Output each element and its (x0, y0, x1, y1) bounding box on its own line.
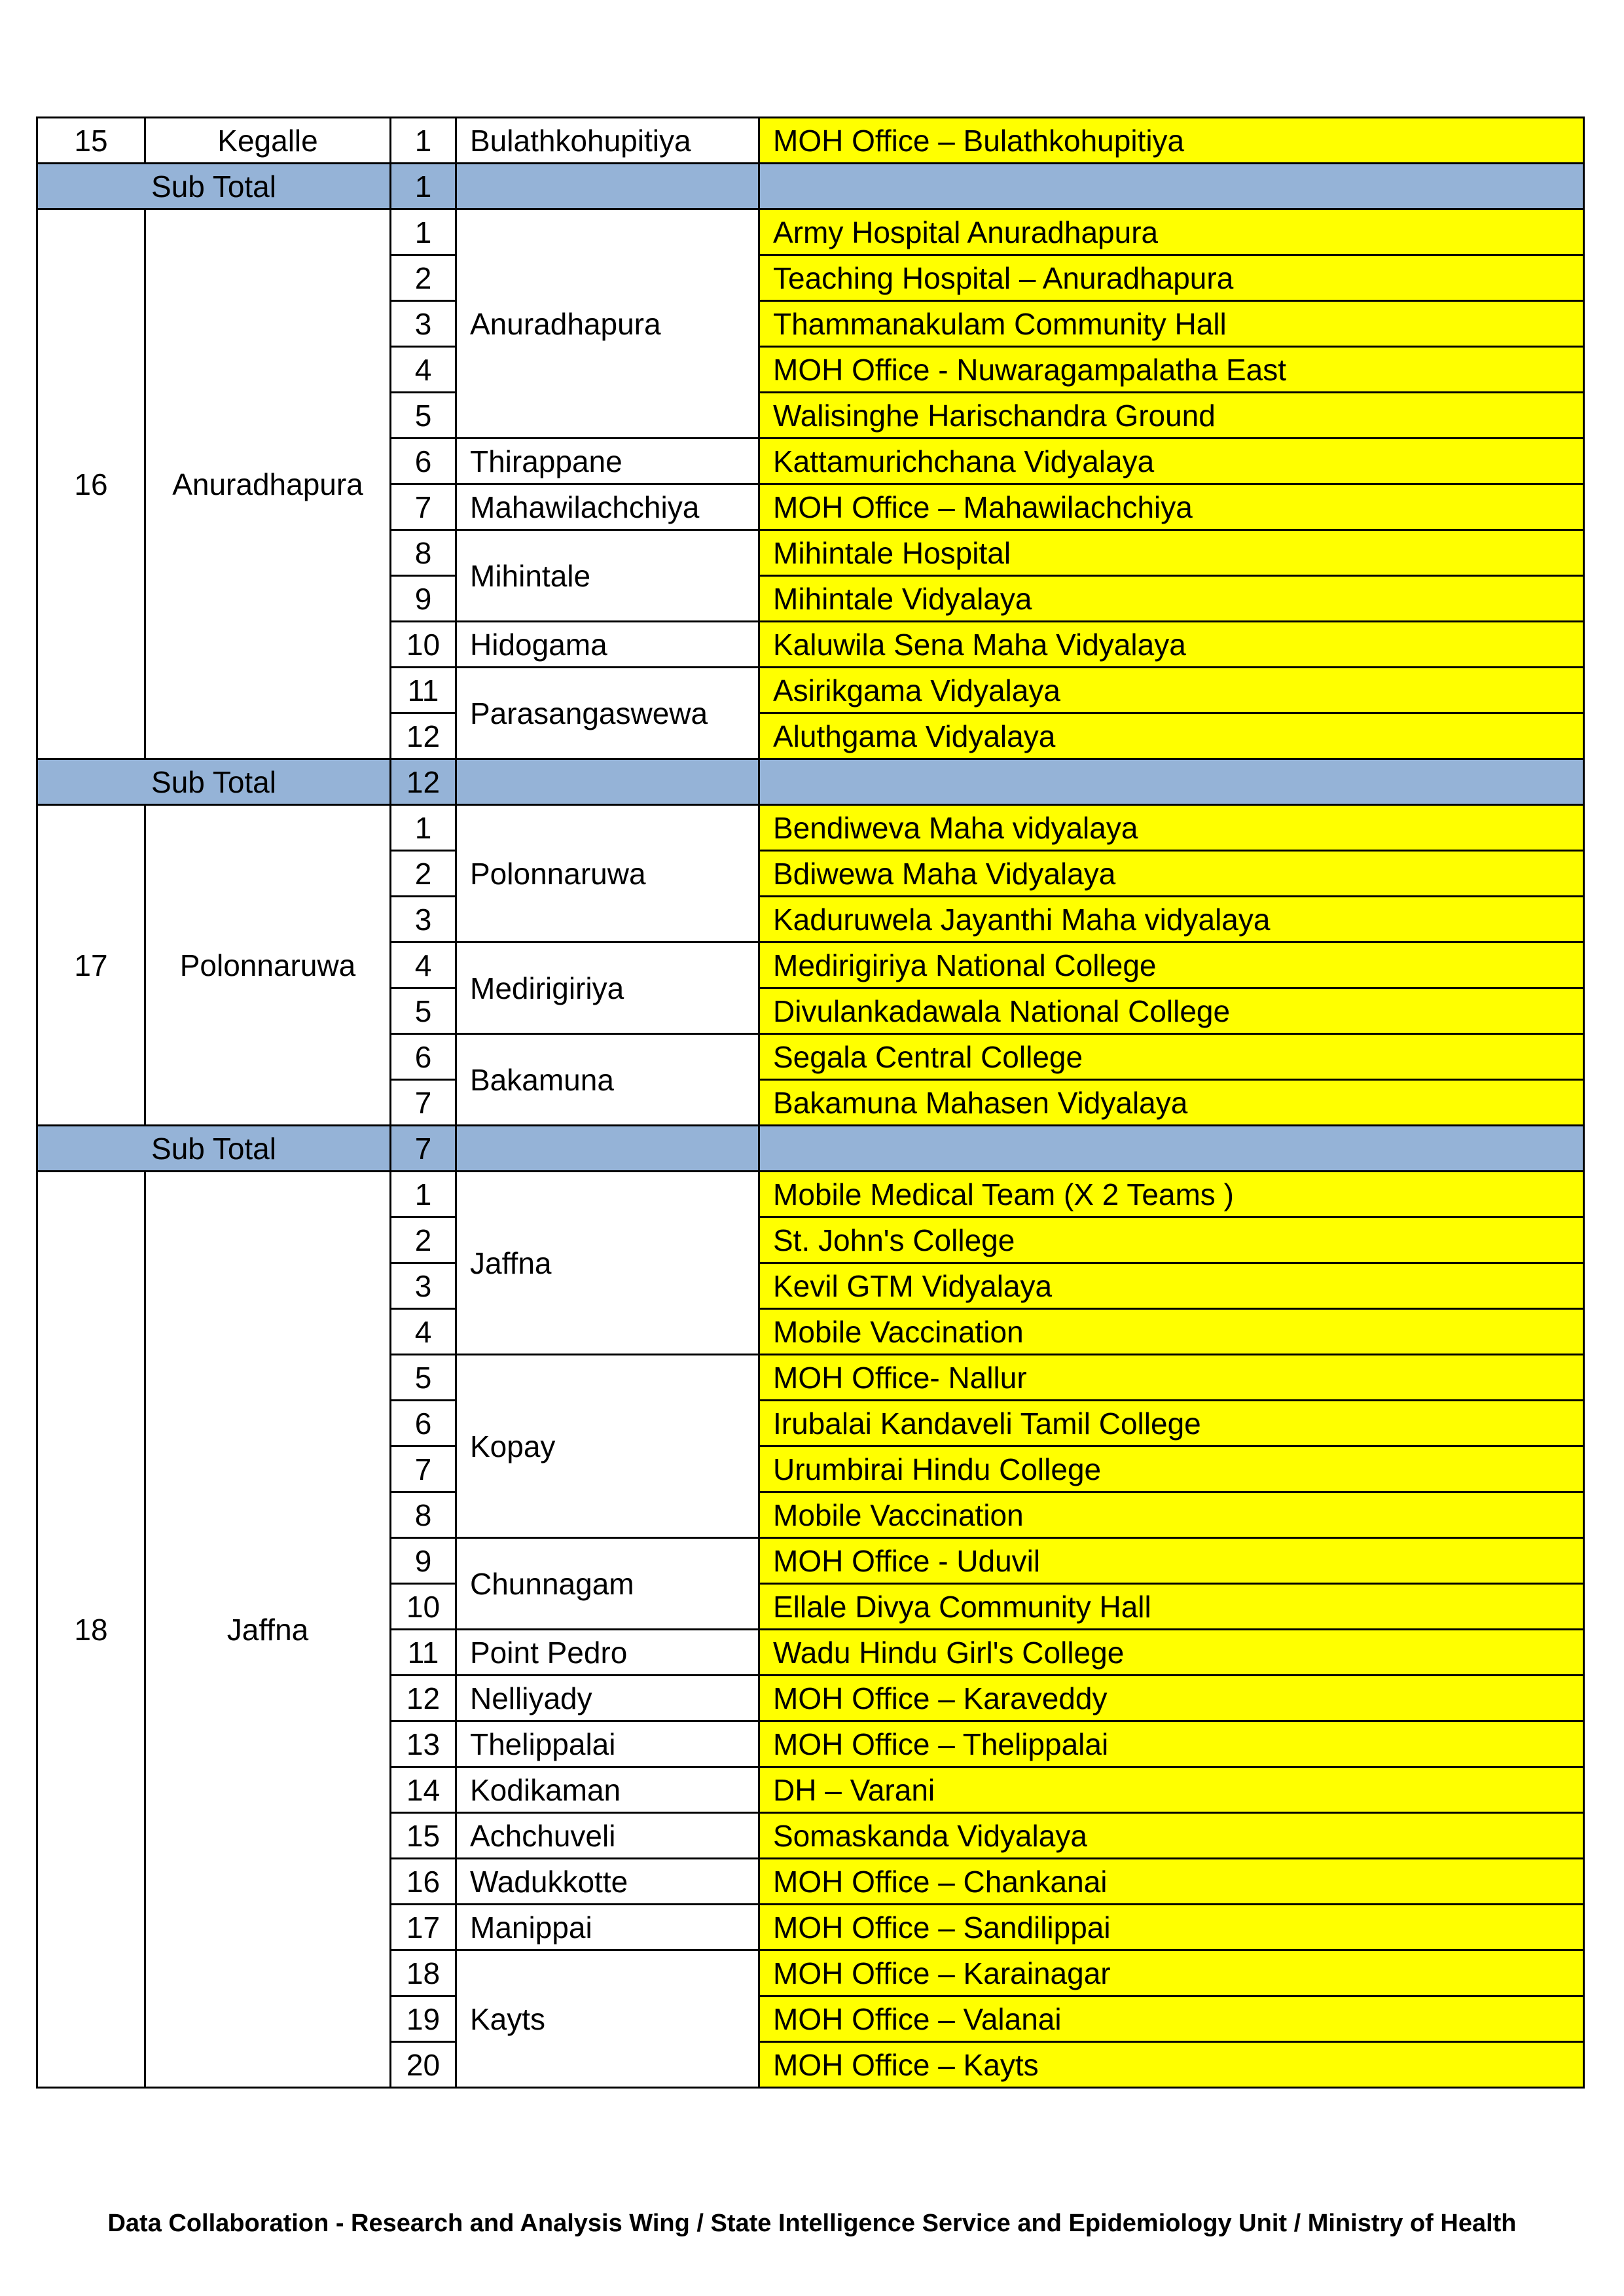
moh-area: Medirigiriya (456, 942, 759, 1034)
vaccination-center: MOH Office – Chankanai (759, 1859, 1584, 1905)
vaccination-center: Kevil GTM Vidyalaya (759, 1263, 1584, 1309)
center-number: 5 (391, 1355, 456, 1401)
center-number: 10 (391, 1584, 456, 1630)
moh-area: Anuradhapura (456, 209, 759, 439)
center-number: 9 (391, 1538, 456, 1584)
vaccination-center: Bendiweva Maha vidyalaya (759, 805, 1584, 851)
vaccination-center: MOH Office – Thelippalai (759, 1721, 1584, 1767)
vaccination-center: Mobile Medical Team (X 2 Teams ) (759, 1172, 1584, 1217)
vaccination-center: Medirigiriya National College (759, 942, 1584, 988)
center-number: 19 (391, 1996, 456, 2042)
center-number: 7 (391, 484, 456, 530)
vaccination-center: MOH Office - Uduvil (759, 1538, 1584, 1584)
vaccination-center: DH – Varani (759, 1767, 1584, 1813)
vaccination-center: Teaching Hospital – Anuradhapura (759, 255, 1584, 301)
moh-area: Nelliyady (456, 1676, 759, 1721)
vaccination-center: Mihintale Hospital (759, 530, 1584, 576)
vaccination-center: Mihintale Vidyalaya (759, 576, 1584, 622)
center-number: 20 (391, 2042, 456, 2088)
vaccination-center: MOH Office – Karainagar (759, 1950, 1584, 1996)
center-number: 12 (391, 1676, 456, 1721)
vaccination-center: MOH Office – Karaveddy (759, 1676, 1584, 1721)
district-number: 18 (37, 1172, 145, 2088)
center-number: 3 (391, 897, 456, 942)
center-number: 2 (391, 255, 456, 301)
vaccination-center: Asirikgama Vidyalaya (759, 668, 1584, 713)
vaccination-center: Kaduruwela Jayanthi Maha vidyalaya (759, 897, 1584, 942)
moh-area: Polonnaruwa (456, 805, 759, 942)
district-number: 15 (37, 118, 145, 164)
center-number: 8 (391, 530, 456, 576)
center-number: 1 (391, 805, 456, 851)
moh-area: Kayts (456, 1950, 759, 2088)
moh-area: Bulathkohupitiya (456, 118, 759, 164)
district-name: Kegalle (145, 118, 391, 164)
vaccination-center: St. John's College (759, 1217, 1584, 1263)
district-name: Anuradhapura (145, 209, 391, 759)
moh-area: Kopay (456, 1355, 759, 1538)
vaccination-center: Kattamurichchana Vidyalaya (759, 439, 1584, 484)
center-number: 8 (391, 1492, 456, 1538)
center-number: 1 (391, 209, 456, 255)
table-row (37, 805, 1584, 851)
vaccination-center: Walisinghe Harischandra Ground (759, 393, 1584, 439)
vaccination-center: Thammanakulam Community Hall (759, 301, 1584, 347)
vaccination-center: MOH Office – Mahawilachchiya (759, 484, 1584, 530)
district-number: 16 (37, 209, 145, 759)
center-number: 6 (391, 439, 456, 484)
subtotal-empty-cell (456, 759, 759, 805)
moh-area: Point Pedro (456, 1630, 759, 1676)
subtotal-empty-cell (759, 1126, 1584, 1172)
subtotal-row (37, 164, 1584, 209)
table-row (37, 1172, 1584, 1217)
center-number: 1 (391, 1172, 456, 1217)
vaccination-center: Divulankadawala National College (759, 988, 1584, 1034)
table-row (37, 209, 1584, 255)
vaccination-center: Ellale Divya Community Hall (759, 1584, 1584, 1630)
moh-area: Mihintale (456, 530, 759, 622)
table-row (37, 118, 1584, 164)
vaccination-center: Segala Central College (759, 1034, 1584, 1080)
subtotal-value: 7 (391, 1126, 456, 1172)
vaccination-center: Somaskanda Vidyalaya (759, 1813, 1584, 1859)
subtotal-label: Sub Total (37, 1126, 391, 1172)
center-number: 12 (391, 713, 456, 759)
center-number: 5 (391, 988, 456, 1034)
vaccination-center: Bakamuna Mahasen Vidyalaya (759, 1080, 1584, 1126)
center-number: 6 (391, 1401, 456, 1446)
center-number: 1 (391, 118, 456, 164)
center-number: 4 (391, 347, 456, 393)
moh-area: Jaffna (456, 1172, 759, 1355)
center-number: 9 (391, 576, 456, 622)
moh-area: Parasangaswewa (456, 668, 759, 759)
vaccination-center: Bdiwewa Maha Vidyalaya (759, 851, 1584, 897)
center-number: 4 (391, 1309, 456, 1355)
center-number: 7 (391, 1080, 456, 1126)
center-number: 10 (391, 622, 456, 668)
center-number: 13 (391, 1721, 456, 1767)
vaccination-center: MOH Office - Nuwaragampalatha East (759, 347, 1584, 393)
vaccination-center: MOH Office – Bulathkohupitiya (759, 118, 1584, 164)
center-number: 7 (391, 1446, 456, 1492)
center-number: 14 (391, 1767, 456, 1813)
center-number: 11 (391, 1630, 456, 1676)
subtotal-label: Sub Total (37, 164, 391, 209)
center-number: 3 (391, 301, 456, 347)
vaccination-center: Mobile Vaccination (759, 1309, 1584, 1355)
center-number: 6 (391, 1034, 456, 1080)
vaccination-center: MOH Office – Sandilippai (759, 1905, 1584, 1950)
center-number: 4 (391, 942, 456, 988)
vaccination-centers-table (36, 117, 1585, 2089)
subtotal-row (37, 759, 1584, 805)
subtotal-value: 12 (391, 759, 456, 805)
center-number: 5 (391, 393, 456, 439)
center-number: 3 (391, 1263, 456, 1309)
subtotal-empty-cell (456, 1126, 759, 1172)
vaccination-center: Mobile Vaccination (759, 1492, 1584, 1538)
moh-area: Manippai (456, 1905, 759, 1950)
vaccination-center: Army Hospital Anuradhapura (759, 209, 1584, 255)
moh-area: Kodikaman (456, 1767, 759, 1813)
center-number: 15 (391, 1813, 456, 1859)
vaccination-center: MOH Office – Valanai (759, 1996, 1584, 2042)
moh-area: Mahawilachchiya (456, 484, 759, 530)
subtotal-empty-cell (759, 164, 1584, 209)
center-number: 2 (391, 1217, 456, 1263)
district-number: 17 (37, 805, 145, 1126)
subtotal-value: 1 (391, 164, 456, 209)
center-number: 16 (391, 1859, 456, 1905)
moh-area: Thirappane (456, 439, 759, 484)
center-number: 2 (391, 851, 456, 897)
moh-area: Achchuveli (456, 1813, 759, 1859)
moh-area: Chunnagam (456, 1538, 759, 1630)
vaccination-center: MOH Office – Kayts (759, 2042, 1584, 2088)
moh-area: Wadukkotte (456, 1859, 759, 1905)
center-number: 11 (391, 668, 456, 713)
center-number: 17 (391, 1905, 456, 1950)
subtotal-empty-cell (456, 164, 759, 209)
moh-area: Hidogama (456, 622, 759, 668)
subtotal-label: Sub Total (37, 759, 391, 805)
vaccination-center: Irubalai Kandaveli Tamil College (759, 1401, 1584, 1446)
vaccination-center: Urumbirai Hindu College (759, 1446, 1584, 1492)
page-footer: Data Collaboration - Research and Analysis Wing / State Intelligence Service and Epidemiology Unit / Ministry of Health (107, 2210, 1517, 2237)
vaccination-center: MOH Office- Nallur (759, 1355, 1584, 1401)
vaccination-center: Kaluwila Sena Maha Vidyalaya (759, 622, 1584, 668)
subtotal-empty-cell (759, 759, 1584, 805)
center-number: 18 (391, 1950, 456, 1996)
vaccination-center: Wadu Hindu Girl's College (759, 1630, 1584, 1676)
subtotal-row (37, 1126, 1584, 1172)
moh-area: Thelippalai (456, 1721, 759, 1767)
moh-area: Bakamuna (456, 1034, 759, 1126)
district-name: Polonnaruwa (145, 805, 391, 1126)
vaccination-center: Aluthgama Vidyalaya (759, 713, 1584, 759)
district-name: Jaffna (145, 1172, 391, 2088)
